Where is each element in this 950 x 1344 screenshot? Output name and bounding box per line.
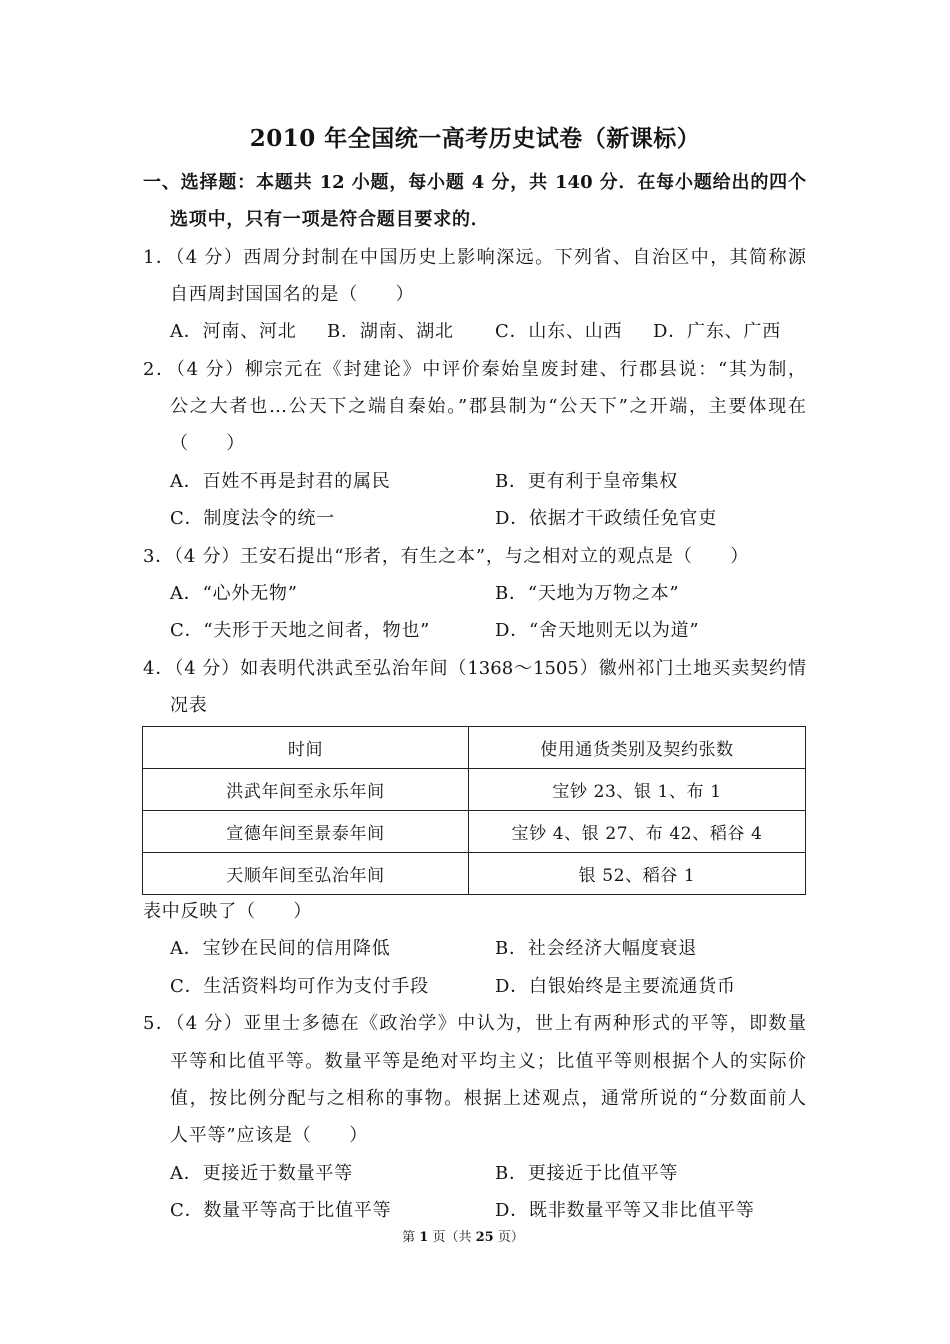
q2-option-b: B．更有利于皇帝集权 (495, 471, 679, 492)
footer-prefix: 第 (402, 1230, 420, 1245)
q4-stem-line-2: 况表 (170, 695, 208, 716)
q4-option-c: C．生活资料均可作为支付手段 (170, 976, 429, 997)
q5-option-b: B．更接近于比值平等 (495, 1163, 679, 1184)
q3-option-a: A．“心外无物” (170, 583, 298, 604)
q5-stem-line-2: 平等和比值平等。数量平等是绝对平均主义；比值平等则根据个人的实际价 (170, 1051, 806, 1072)
q1-option-a: A．河南、河北 (170, 321, 297, 342)
q2-stem-line-1: 2．（4 分）柳宗元在《封建论》中评价秦始皇废封建、行郡县说：“其为制， (143, 359, 806, 380)
q2-option-c: C．制度法令的统一 (170, 508, 335, 529)
footer-page-number: 1 (419, 1230, 429, 1245)
table-cell-period: 宣德年间至景泰年间 (143, 811, 469, 853)
q5-option-a: A．更接近于数量平等 (170, 1163, 353, 1184)
table-row (143, 853, 806, 895)
q3-option-c: C．“夫形于天地之间者，物也” (170, 620, 431, 641)
q3-stem-line-1: 3．（4 分）王安石提出“形者，有生之本”，与之相对立的观点是（ ） (143, 546, 750, 567)
section-heading-line-1: 一、选择题：本题共 12 小题，每小题 4 分，共 140 分．在每小题给出的四个 (143, 172, 806, 193)
q4-after-table-prompt: 表中反映了（ ） (143, 901, 313, 922)
q5-stem-line-1: 5．（4 分）亚里士多德在《政治学》中认为，世上有两种形式的平等，即数量 (143, 1013, 806, 1034)
table-cell-currency: 银 52、稻谷 1 (469, 853, 806, 895)
table-cell-period: 天顺年间至弘治年间 (143, 853, 469, 895)
q1-option-d: D．广东、广西 (653, 321, 782, 342)
q2-option-d: D．依据才干政绩任免官吏 (495, 508, 718, 529)
q5-option-c: C．数量平等高于比值平等 (170, 1200, 392, 1221)
q5-stem-line-3: 值，按比例分配与之相称的事物。根据上述观点，通常所说的“分数面前人 (170, 1088, 806, 1109)
q1-stem-line-1: 1．（4 分）西周分封制在中国历史上影响深远。下列省、自治区中，其简称源 (143, 247, 806, 268)
q5-stem-line-4: 人平等”应该是（ ） (170, 1125, 369, 1146)
table-cell-currency: 宝钞 23、银 1、布 1 (469, 769, 806, 811)
q1-stem-line-2: 自西周封国国名的是（ ） (170, 284, 415, 305)
q4-stem-line-1: 4．（4 分）如表明代洪武至弘治年间（1368～1505）徽州祁门土地买卖契约情 (143, 658, 806, 679)
footer-middle: 页（共 (428, 1230, 476, 1245)
table-row (143, 769, 806, 811)
q1-option-c: C．山东、山西 (495, 321, 623, 342)
table-cell-period: 洪武年间至永乐年间 (143, 769, 469, 811)
q2-stem-line-3: （ ） (170, 433, 246, 454)
table-header-currency: 使用通货类别及契约张数 (469, 727, 806, 769)
q4-option-a: A．宝钞在民间的信用降低 (170, 938, 391, 959)
table-header-time: 时间 (143, 727, 469, 769)
q3-option-b: B．“天地为万物之本” (495, 583, 680, 604)
q4-option-b: B．社会经济大幅度衰退 (495, 938, 698, 959)
q1-option-b: B．湖南、湖北 (327, 321, 454, 342)
footer-total-pages: 25 (475, 1230, 494, 1245)
table-header-row (143, 727, 806, 769)
q4-option-d: D．白银始终是主要流通货币 (495, 976, 736, 997)
section-heading-line-2: 选项中，只有一项是符合题目要求的． (170, 209, 490, 230)
table-cell-currency: 宝钞 4、银 27、布 42、稻谷 4 (469, 811, 806, 853)
q4-land-contract-table (142, 726, 806, 895)
table-row (143, 811, 806, 853)
footer-suffix: 页） (493, 1230, 524, 1245)
page-title: 2010 年全国统一高考历史试卷（新课标） (249, 125, 701, 152)
q5-option-d: D．既非数量平等又非比值平等 (495, 1200, 755, 1221)
q2-option-a: A．百姓不再是封君的属民 (170, 471, 391, 492)
q2-stem-line-2: 公之大者也…公天下之端自秦始。”郡县制为“公天下”之开端，主要体现在 (170, 396, 806, 417)
q3-option-d: D．“舍天地则无以为道” (495, 620, 700, 641)
page-footer (0, 1229, 926, 1247)
